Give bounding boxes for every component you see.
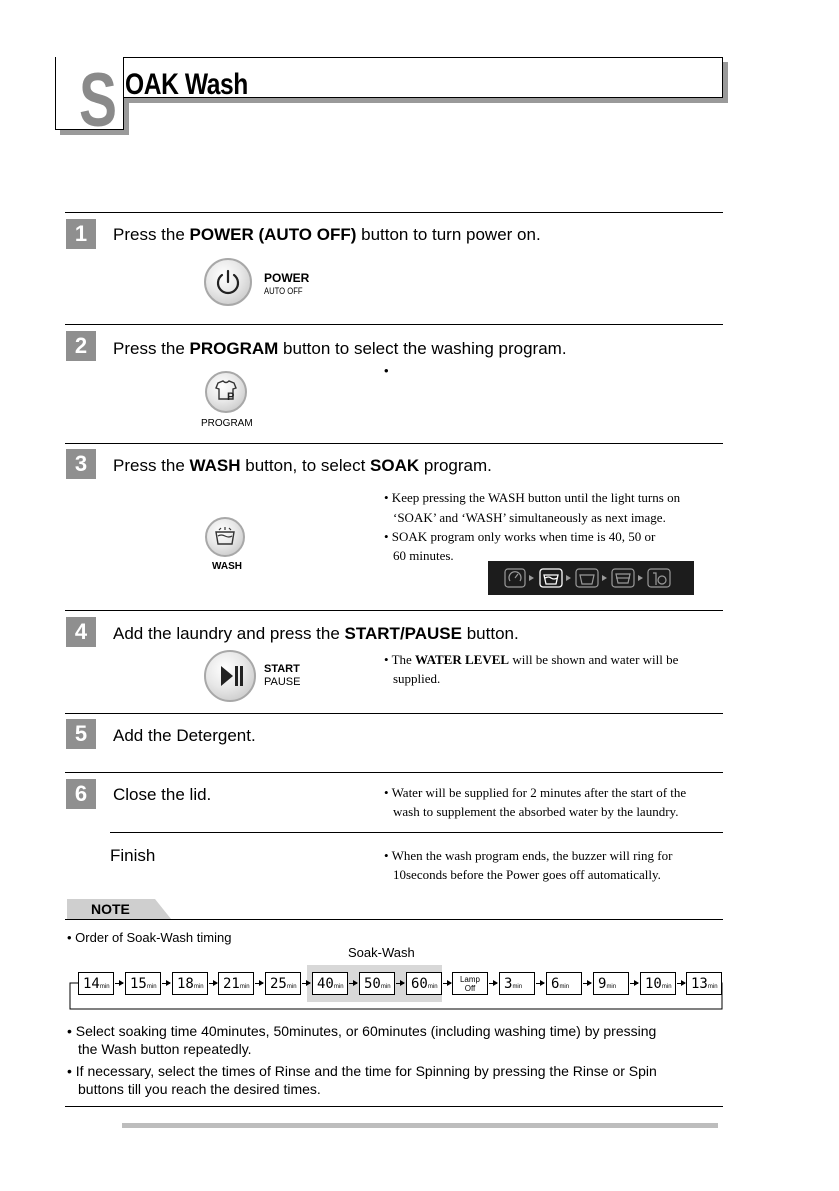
divider (65, 212, 723, 213)
timing-unit: min (559, 984, 570, 990)
timing-unit: min (512, 984, 523, 990)
timing-value: 13 (691, 976, 708, 992)
timing-arrow (396, 983, 404, 984)
note-bullet: the Wash button repeatedly. (78, 1041, 252, 1057)
timing-box (686, 972, 722, 995)
timing-unit: min (99, 984, 110, 990)
divider (65, 919, 723, 920)
timing-arrow (489, 983, 497, 984)
step-instruction: Add the Detergent. (113, 726, 256, 745)
step-number: 3 (66, 449, 96, 479)
timing-arrow (583, 983, 591, 984)
timing-value: 14 (83, 976, 100, 992)
timing-arrow (255, 983, 263, 984)
timing-order-title: • Order of Soak-Wash timing (67, 930, 232, 945)
step-note: wash to supplement the absorbed water by the laundry. (393, 804, 679, 819)
power-icon (206, 260, 250, 304)
play-pause-icon (206, 652, 254, 700)
timing-value: Lamp (459, 975, 480, 984)
finish-note: 10seconds before the Power goes off automatically. (393, 867, 661, 882)
timing-value: 21 (223, 976, 240, 992)
timing-unit: min (193, 984, 204, 990)
timing-box (78, 972, 114, 995)
start-pause-button[interactable] (204, 650, 256, 702)
timing-box (593, 972, 629, 995)
divider (65, 713, 723, 714)
timing-unit: min (661, 984, 672, 990)
timing-unit: min (146, 984, 157, 990)
divider (65, 1106, 723, 1107)
step-note-bullet: • (384, 363, 389, 378)
timing-unit: Off (464, 984, 476, 993)
note-bullet: • If necessary, select the times of Rinse and the time for Spinning by pressing the Rinse or Spin (67, 1063, 657, 1079)
step-note: • SOAK program only works when time is 40, 50 or (384, 529, 656, 544)
power-button-sublabel: AUTO OFF (264, 286, 303, 296)
timing-unit: min (239, 984, 250, 990)
timing-value: 15 (130, 976, 147, 992)
step-number: 4 (66, 617, 96, 647)
wash-button-label: WASH (212, 561, 242, 572)
soak-wash-label: Soak-Wash (348, 945, 415, 960)
timing-value: 40 (317, 976, 334, 992)
timing-box (359, 972, 395, 995)
timing-value: 3 (504, 976, 513, 992)
timing-box (125, 972, 161, 995)
finish-note: • When the wash program ends, the buzzer will ring for (384, 848, 673, 863)
shirt-p-icon (207, 373, 245, 411)
step-note: 60 minutes. (393, 548, 454, 563)
wash-button[interactable] (205, 517, 245, 557)
timing-value: 50 (364, 976, 381, 992)
timing-arrow (349, 983, 357, 984)
step-instruction: Press the POWER (AUTO OFF) button to turn power on. (113, 225, 541, 244)
timing-arrow (302, 983, 310, 984)
timing-box (546, 972, 582, 995)
timing-box (172, 972, 208, 995)
title-initial: S (79, 58, 116, 143)
timing-box (499, 972, 535, 995)
divider (65, 324, 723, 325)
timing-arrow (162, 983, 170, 984)
divider (65, 772, 723, 773)
step-instruction: Press the WASH button, to select SOAK program. (113, 456, 492, 475)
timing-box (452, 972, 488, 995)
timing-value: 10 (645, 976, 662, 992)
timing-arrow (677, 983, 685, 984)
note-bullet: • Select soaking time 40minutes, 50minutes, or 60minutes (including washing time) by pressing (67, 1023, 657, 1039)
timing-unit: min (606, 984, 617, 990)
timing-box (312, 972, 348, 995)
step-note: • The WATER LEVEL will be shown and water will be (384, 652, 679, 667)
start-button-label: START (264, 663, 300, 675)
timing-value: 25 (270, 976, 287, 992)
timing-value: 18 (177, 976, 194, 992)
step-instruction: Add the laundry and press the START/PAUSE button. (113, 624, 519, 643)
finish-label: Finish (110, 846, 156, 865)
note-label: NOTE (91, 901, 130, 917)
step-instruction: Close the lid. (113, 785, 212, 804)
timing-unit: min (707, 984, 718, 990)
step-note: ‘SOAK’ and ‘WASH’ simultaneously as next image. (393, 510, 666, 525)
program-button[interactable] (205, 371, 247, 413)
timing-arrow (630, 983, 638, 984)
pause-button-label: PAUSE (264, 676, 301, 688)
power-button[interactable] (204, 258, 252, 306)
program-button-label: PROGRAM (201, 418, 253, 429)
timing-box (218, 972, 254, 995)
page-title: OAK Wash (125, 68, 248, 101)
step-number: 1 (66, 219, 96, 249)
timing-value: 9 (598, 976, 607, 992)
program-display-panel (488, 561, 694, 595)
timing-box (640, 972, 676, 995)
footer-bar (122, 1123, 718, 1128)
step-number: 5 (66, 719, 96, 749)
timing-arrow (209, 983, 217, 984)
program-indicator-strip (488, 561, 694, 595)
wash-tub-icon (207, 519, 243, 555)
timing-arrow (536, 983, 544, 984)
step-instruction: Press the PROGRAM button to select the washing program. (113, 339, 567, 358)
timing-unit: min (333, 984, 344, 990)
timing-arrow (443, 983, 451, 984)
svg-text:P: P (227, 391, 235, 403)
step-note: • Keep pressing the WASH button until the light turns on (384, 490, 681, 505)
timing-box (406, 972, 442, 995)
divider (65, 610, 723, 611)
timing-unit: min (427, 984, 438, 990)
divider (110, 832, 723, 833)
step-note: supplied. (393, 671, 441, 686)
step-note: • Water will be supplied for 2 minutes after the start of the (384, 785, 687, 800)
power-button-label: POWER (264, 271, 310, 285)
timing-box (265, 972, 301, 995)
step-number: 6 (66, 779, 96, 809)
timing-unit: min (380, 984, 391, 990)
note-bullet: buttons till you reach the desired times. (78, 1081, 321, 1097)
note-tab-corner (155, 899, 171, 919)
timing-value: 6 (551, 976, 560, 992)
step-number: 2 (66, 331, 96, 361)
timing-value: 60 (411, 976, 428, 992)
divider (65, 443, 723, 444)
timing-arrow (115, 983, 123, 984)
timing-unit: min (286, 984, 297, 990)
